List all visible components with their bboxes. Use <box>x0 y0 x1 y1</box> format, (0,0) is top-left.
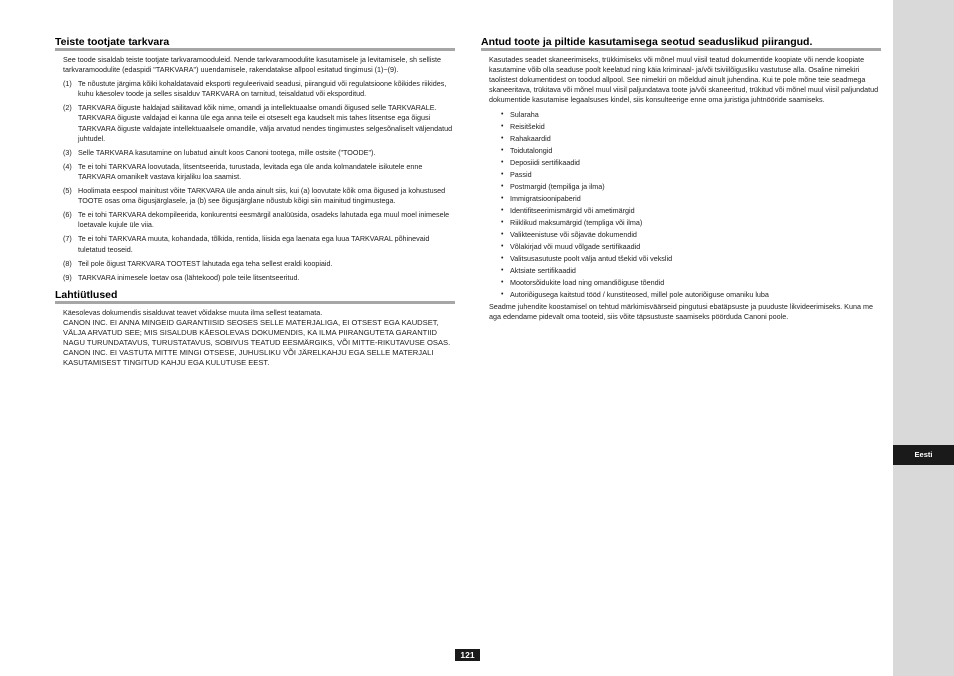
item-text: Postmargid (tempiliga ja ilma) <box>510 182 605 192</box>
item-number: (6) <box>63 210 72 220</box>
bullet-icon: • <box>501 111 504 119</box>
bullet-icon: • <box>501 171 504 179</box>
item-text: Te ei tohi TARKVARA muuta, kohandada, tõlkida, rentida, liisida ega laenata ega luua TARKVARAL põhinevaid tuletatud teoseid. <box>78 234 430 254</box>
list-item <box>481 158 881 168</box>
list-item <box>481 230 881 240</box>
list-item <box>481 218 881 228</box>
item-number: (1) <box>63 79 72 89</box>
heading-rule <box>481 48 881 51</box>
list-item <box>481 194 881 204</box>
item-number: (3) <box>63 147 72 157</box>
bullet-icon: • <box>501 147 504 155</box>
item-text: Hoolimata eespool mainitust võite TARKVARA üle anda ainult siis, kui (a) loovutate kõik oma õigused ja kohustused TOOTE osas oma õigusjärglasele, ja (b) see õigusjärglane nõustub kõigi siin mainitud tingimustega. <box>78 186 446 206</box>
list-item <box>481 170 881 180</box>
item-text: Riiklikud maksumärgid (templiga või ilma) <box>510 218 643 228</box>
list-item <box>55 79 455 99</box>
third-party-intro: See toode sisaldab teiste tootjate tarkvaramooduleid. Nende tarkvaramoodulite kasutamisele ja levitamisele, sh sellistе tarkvaramoodulite (edaspidi "TARKVARA") uuendamisele, rakendatakse allpool esitatud tingimusi (1)~(9). <box>63 55 441 75</box>
bullet-icon: • <box>501 255 504 263</box>
list-item <box>481 242 881 252</box>
list-item <box>481 134 881 144</box>
list-item <box>55 162 455 182</box>
legal-restrictions-outro: Seadme juhendite koostamisel on tehtud märkimisväärseid pingutusi ebatäpsuste ja puuduste likvideerimiseks. Kuna me aga edendame pidevalt oma tooteid, siis võite täpsustuste saamiseks pöörduda Canoni poole. <box>489 302 873 322</box>
item-text: Toidutalongid <box>510 146 553 156</box>
item-text: Te ei tohi TARKVARA loovutada, litsentseerida, turustada, levitada ega üle anda kolmandatele isikutele enne TARKVARA omanikelt vastava kirjaliku loa saamist. <box>78 161 423 181</box>
bullet-icon: • <box>501 231 504 239</box>
item-text: Aktsiate sertifikaadid <box>510 266 576 276</box>
bullet-icon: • <box>501 183 504 191</box>
item-text: Selle TARKVARA kasutamine on lubatud ainult koos Canoni tootega, mille ostsite ("TOODE"). <box>78 147 376 157</box>
item-text: Võlakirjad või muud võlgade sertifikaadid <box>510 242 641 252</box>
disclaimers-section <box>55 289 455 368</box>
bullet-icon: • <box>501 219 504 227</box>
item-number: (9) <box>63 272 72 282</box>
section-heading-disclaimers: Lahtiütlused <box>55 288 118 301</box>
heading-rule <box>55 48 455 51</box>
side-thumb-bar <box>893 0 954 676</box>
item-text: Autoriõigusega kaitstud tööd / kunstiteosed, millel pole autoriõiguse omaniku luba <box>510 290 769 300</box>
bullet-icon: • <box>501 135 504 143</box>
bullet-icon: • <box>501 291 504 299</box>
list-item <box>55 234 455 254</box>
item-text: Teil pole õigust TARKVARA TOOTEST lahutada ega teha sellest eraldi koopiaid. <box>78 258 333 268</box>
language-tab: Eesti <box>893 445 954 465</box>
list-item <box>481 266 881 276</box>
list-item <box>55 273 455 283</box>
section-heading-third-party-software: Teiste tootjate tarkvara <box>55 36 170 48</box>
bullet-icon: • <box>501 195 504 203</box>
list-item <box>481 182 881 192</box>
item-number: (7) <box>63 234 72 244</box>
list-item <box>481 122 881 132</box>
conditions-list <box>55 79 455 283</box>
item-number: (2) <box>63 103 72 113</box>
third-party-software-section <box>55 36 455 283</box>
item-text: TARKVARA õiguste haldajad säilitavad kõik nime, omandi ja intellektuaalse omandi õigused selle TARKVARALE. TARKVARA õiguste valdajad ei kanna üle ega anna teile ei otseselt ega kaudselt mis tahes litsentse ega õigusi TARKVARA õiguste valdajate intellektuaalsele omandile, välja arvatud nendes tingimustes selgesõnaliselt väljendatud juhtudel. <box>78 103 453 143</box>
item-text: Te ei tohi TARKVARA dekompileerida, konkurentsi eesmärgil analüüsida, osadeks lahutada ega muul moel inimesele loetavale kujule üle viia. <box>78 210 450 230</box>
item-text: Rahakaardid <box>510 134 551 144</box>
bullet-icon: • <box>501 159 504 167</box>
list-item <box>55 148 455 158</box>
heading-rule <box>55 301 455 304</box>
legal-restrictions-intro: Kasutades seadet skaneerimiseks, trükkimiseks või mõnel muul viisil teatud dokumentide koopiate või nende koopiate kasutamine võib olla seaduse poolt keelatud ning käia kriminaal- ja/või tsiviilõigusliku vastutuse alla. Osaline nimekiri taolistest dokumentidest on toodud allpool. See nimekiri on mõeldud ainult juhendina. Kui te pole mõne teie seadmega skaneeritava, trükitava või mõnel muul viisil paljundatava toote ja/või skaneeritud, trükitud või mõnel muul viisil paljundatud dokumentide kasutamise legaalsuses kindel, siis konsulteerige enne oma juristiga juhtnööride saamiseks. <box>489 55 879 105</box>
item-text: Immigratsioonipaberid <box>510 194 581 204</box>
bullet-icon: • <box>501 267 504 275</box>
item-text: TARKVARA inimesele loetav osa (lähtekood) pole teile litsentseeritud. <box>78 272 300 282</box>
item-text: Sularaha <box>510 110 539 120</box>
item-text: Mootorsõidukite load ning omandiõiguse tõendid <box>510 278 665 288</box>
item-number: (8) <box>63 258 72 268</box>
item-number: (4) <box>63 161 72 171</box>
item-text: Valitsusasutuste poolt välja antud tšekid või vekslid <box>510 254 673 264</box>
list-item <box>55 103 455 143</box>
item-text: Deposiidi sertifikaadid <box>510 158 580 168</box>
page-number: 121 <box>455 649 480 661</box>
list-item <box>481 290 881 300</box>
list-item <box>55 259 455 269</box>
list-item <box>481 110 881 120</box>
list-item <box>55 210 455 230</box>
item-number: (5) <box>63 186 72 196</box>
bullet-icon: • <box>501 123 504 131</box>
bullet-icon: • <box>501 243 504 251</box>
section-heading-legal-restrictions: Antud toote ja piltide kasutamisega seotud seaduslikud piirangud. <box>481 36 813 48</box>
list-item <box>481 146 881 156</box>
bullet-icon: • <box>501 279 504 287</box>
list-item <box>481 206 881 216</box>
restricted-documents-list <box>481 110 881 300</box>
item-text: Reisitšekid <box>510 122 545 132</box>
list-item <box>481 278 881 288</box>
right-column <box>481 36 881 323</box>
list-item <box>55 186 455 206</box>
item-text: Passid <box>510 170 532 180</box>
disclaimer-notice: Käesolevas dokumendis sisalduvat teavet võidakse muuta ilma sellest teatamata. <box>63 307 323 317</box>
disclaimer-warranty-text: CANON INC. EI ANNA MINGEID GARANTIISID SEOSES SELLE MATERJALIGA, EI OTSEST EGA KAUDSET, VÄLJA ARVATUD SEE; MIS SISALDUB KÄESOLEVAS DOKUMENDIS, KA ILMA PIIRANGUTETA GARANTIID NAGU TURUNDATAVUS, TURUSTATAVUS, SOBIVUS TEATUD EESMÄRGIKS, VÕI MITTE-RIKUTAVUSE OSAS. CANON INC. EI VASTUTA MITTE MINGI OTSESE, JUHUSLIKU VÕI JÄRELKAHJU EGA SELLE MATERJALI KASUTAMISEST TINGITUD KAHJU EGA KULUTUSE EEST. <box>63 317 451 367</box>
left-column <box>55 36 455 368</box>
item-text: Te nõustute järgima kõiki kohaldatavaid eksporti reguleerivaid seadusi, piiranguid või regulatsioone kõikides riikides, kuhu käesolev toode ja selles sisalduv TARKVARA on tarnitud, teisaldatud või eksporditud. <box>78 79 447 99</box>
item-text: Valikteenistuse või sõjaväe dokumendid <box>510 230 637 240</box>
list-item <box>481 254 881 264</box>
item-text: Identifitseerimismärgid või ametimärgid <box>510 206 635 216</box>
bullet-icon: • <box>501 207 504 215</box>
